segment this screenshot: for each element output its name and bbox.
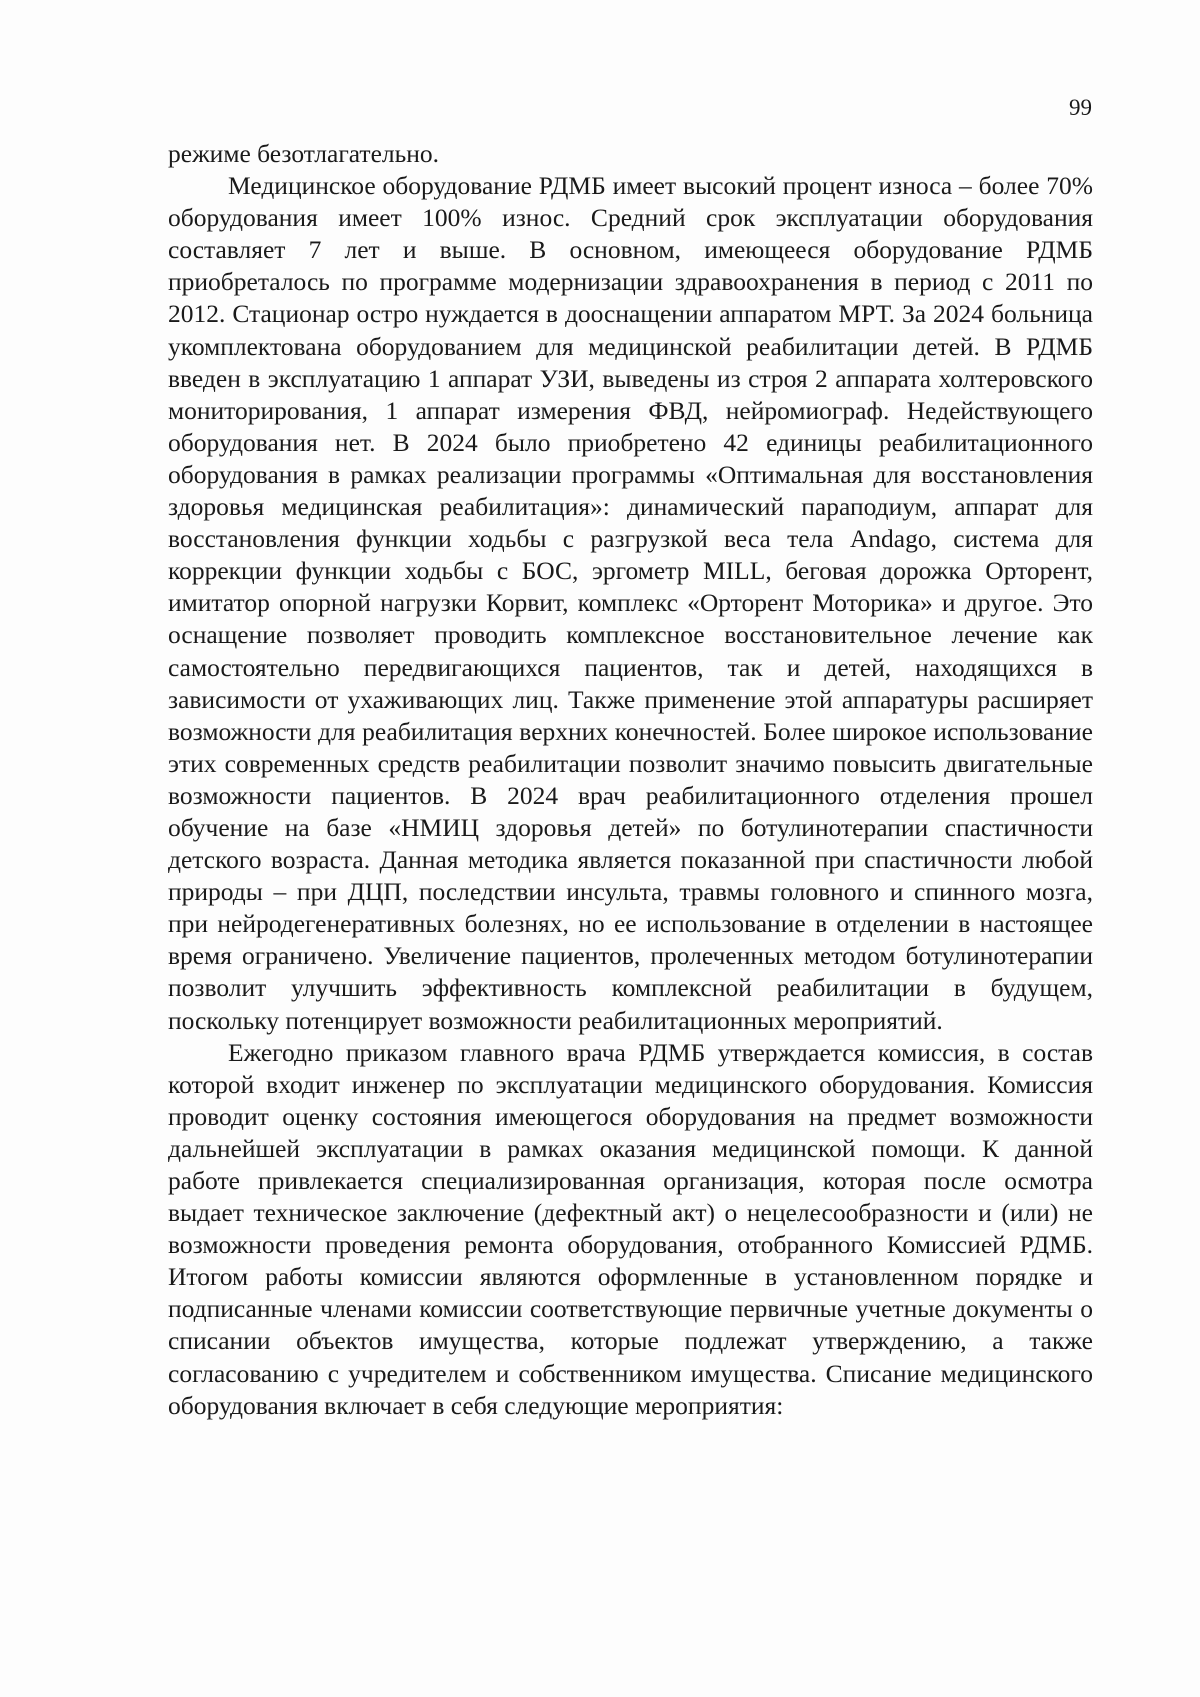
- page-number: 99: [1069, 95, 1092, 120]
- paragraph-continuation: режиме безотлагательно.: [168, 139, 440, 168]
- paragraph-commission: Ежегодно приказом главного врача РДМБ утверждается комиссия, в состав которой входит инженер по эксплуатации медицинского оборудования. Комиссия проводит оценку состояния имеющегося оборудования на предмет возможности дальнейшей эксплуатации в рамках оказания медицинской помощи. К данной работе привлекается специализированная организация, которая после осмотра выдает техническое заключение (дефектный акт) о нецелесообразности и (или) не возможности проведения ремонта оборудования, отобранного Комиссией РДМБ. Итогом работы комиссии являются оформленные в установленном порядке и подписанные членами комиссии соответствующие первичные учетные документы о списании объектов имущества, которые подлежат утверждению, а также согласованию с учредителем и собственником имущества. Списание медицинского оборудования включает в себя следующие мероприятия:: [168, 1037, 1093, 1420]
- paragraph-equipment: Медицинское оборудование РДМБ имеет высокий процент износа – более 70% оборудования имеет 100% износ. Средний срок эксплуатации оборудования составляет 7 лет и выше. В основном, имеющееся оборудование РДМБ приобреталось по программе модернизации здравоохранения в период с 2011 по 2012. Стационар остро нуждается в дооснащении аппаратом МРТ. За 2024 больница укомплектована оборудованием для медицинской реабилитации детей. В РДМБ введен в эксплуатацию 1 аппарат УЗИ, выведены из строя 2 аппарата холтеровского мониторирования, 1 аппарат измерения ФВД, нейромиограф. Недействующего оборудования нет. В 2024 было приобретено 42 единицы реабилитационного оборудования в рамках реализации программы «Оптимальная для восстановления здоровья медицинская реабилитация»: динамический параподиум, аппарат для восстановления функции ходьбы с разгрузкой веса тела Andago, система для коррекции функции ходьбы с БОС, эргометр MILL, беговая дорожка Орторент, имитатор опорной нагрузки Корвит, комплекс «Орторент Моторика» и другое. Это оснащение позволяет проводить комплексное восстановительное лечение как самостоятельно передвигающихся пациентов, так и детей, находящихся в зависимости от ухаживающих лиц. Также применение этой аппаратуры расширяет возможности для реабилитация верхних конечностей. Более широкое использование этих современных средств реабилитации позволит значимо повысить двигательные возможности пациентов. В 2024 врач реабилитационного отделения прошел обучение на базе «НМИЦ здоровья детей» по ботулинотерапии спастичности детского возраста. Данная методика является показанной при спастичности любой природы – при ДЦП, последствии инсульта, травмы головного и спинного мозга, при нейродегенеративных болезнях, но ее использование в отделении в настоящее время ограничено. Увеличение пациентов, пролеченных методом ботулинотерапии позволит улучшить эффективность комплексной реабилитации в будущем, поскольку потенцирует возможности реабилитационных мероприятий.: [168, 171, 1093, 1035]
- body-text: [168, 138, 1093, 1422]
